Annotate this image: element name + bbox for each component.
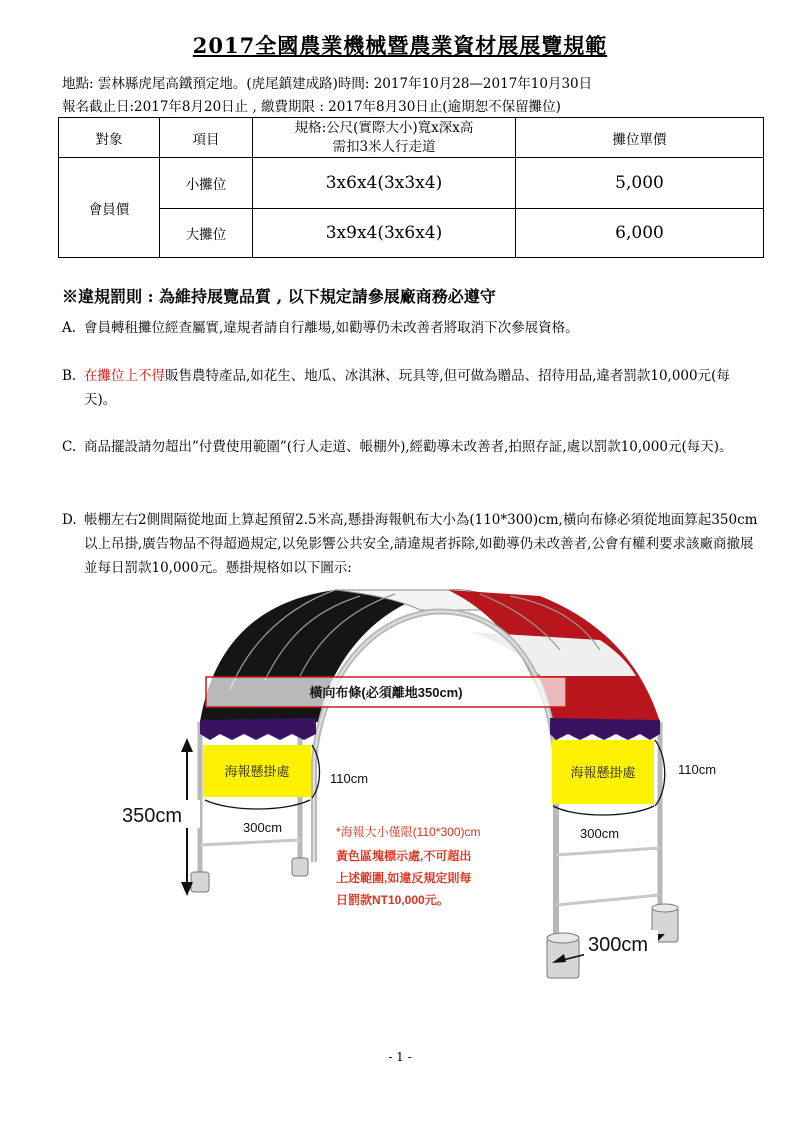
rule-c-marker: C. [62, 439, 77, 455]
height-110-label-left: 110cm [330, 771, 369, 786]
row-spec: 3x9x4(3x6x4) [253, 209, 516, 258]
width-300-label-right: 300cm [580, 826, 620, 841]
member-price-label: 會員價 [59, 158, 160, 258]
width-300-label-left: 300cm [243, 820, 283, 835]
horizontal-banner-label: 橫向布條(必須離地350cm) [309, 685, 463, 700]
rule-b-marker: B. [62, 368, 77, 384]
row-spec: 3x6x4(3x3x4) [253, 158, 516, 209]
left-crossbar [200, 840, 300, 845]
bucket-right-rear-top [652, 904, 678, 912]
table-row [59, 209, 764, 258]
rule-b-body [84, 364, 762, 412]
rule-d-marker: D. [62, 512, 77, 528]
location-time-line: 地點: 雲林縣虎尾高鐵預定地。(虎尾鎮建成路)時間: 2017年10月28—2017年10月30日 [62, 76, 593, 92]
rule-b [62, 364, 762, 412]
width-300-bracket-left [205, 800, 310, 809]
header-item: 項目 [160, 118, 253, 158]
header-price: 攤位單價 [516, 118, 764, 158]
rule-a-text: 會員轉租攤位經查屬實,違規者請自行離場,如勸導仍未改善者將取消下次參展資格。 [84, 320, 579, 336]
page-number: - 1 - [388, 1050, 412, 1064]
row-item: 大攤位 [160, 209, 253, 258]
rules-heading: ※違規罰則 : 為維持展覽品質 , 以下規定請參展廠商務必遵守 [62, 287, 496, 306]
valance-right [550, 718, 660, 740]
width-300-bracket-right [553, 806, 654, 815]
right-crossbar [556, 848, 660, 855]
header-target: 對象 [59, 118, 160, 158]
poster-area-right-label: 海報懸掛處 [570, 765, 636, 780]
bucket-left-front [191, 872, 209, 892]
header-spec-line1: 規格:公尺(實際大小)寬x深x高 [294, 119, 474, 136]
rule-b-text: 販售農特產品,如花生、地瓜、冰淇淋、玩具等,但可做為贈品、招待用品,違者罰款10,000元(每天)。 [84, 368, 730, 408]
page-title: 2017全國農業機械暨農業資材展展覽規範 [192, 33, 608, 58]
note-line1: *海報大小僅限(110*300)cm [336, 825, 481, 839]
height-110-label-right: 110cm [678, 762, 717, 777]
tent-roof-stripe [470, 632, 636, 676]
poster-area-left-label: 海報懸掛處 [224, 764, 290, 779]
rule-d-text: 帳棚左右2側間隔從地面上算起預留2.5米高,懸掛海報帆布大小為(110*300)cm,橫向布條必須從地面算起350cm以上吊掛,廣告物品不得超過規定,以免影響公共安全,請違規者拆除,如勸導仍未改善者,公會有權利要求該廠商撤展並每日罰款10,000元。懸掛規格如以下圖示: [84, 512, 758, 576]
row-price: 6,000 [516, 209, 764, 258]
row-item: 小攤位 [160, 158, 253, 209]
tent-diagram [110, 582, 720, 997]
height-350-arrow-up [181, 738, 193, 752]
price-table [58, 117, 764, 258]
note-line4: 日罰款NT10,000元。 [336, 893, 449, 907]
right-crossbar-low [556, 895, 660, 905]
height-350-label: 350cm [122, 805, 183, 827]
header-spec [253, 118, 516, 158]
deadline-line: 報名截止日:2017年8月20日止 , 繳費期限 : 2017年8月30日止(逾期恕不保留攤位) [62, 99, 561, 115]
note-line3: 上述範圍,如違反規定則每 [336, 871, 472, 885]
rule-c-text: 商品擺設請勿超出”付費使用範圍”(行人走道、帳棚外),經勸導未改善者,拍照存証,處以罰款10,000元(每天)。 [84, 439, 733, 455]
base-300-label: 300cm [588, 934, 649, 956]
table-header-row [59, 118, 764, 158]
rule-b-red-text: 在攤位上不得 [84, 368, 165, 384]
bucket-right-front-top [547, 933, 579, 943]
note-line2: 黃色區塊標示處,不可超出 [336, 849, 472, 863]
row-price: 5,000 [516, 158, 764, 209]
bucket-left-rear [292, 858, 308, 876]
rule-d [62, 508, 762, 580]
rule-a-marker: A. [62, 320, 77, 336]
table-row [59, 158, 764, 209]
header-spec-line2: 需扣3米人行走道 [332, 138, 436, 155]
rule-a [62, 316, 762, 340]
rule-c [62, 435, 762, 459]
valance-left [200, 718, 316, 740]
